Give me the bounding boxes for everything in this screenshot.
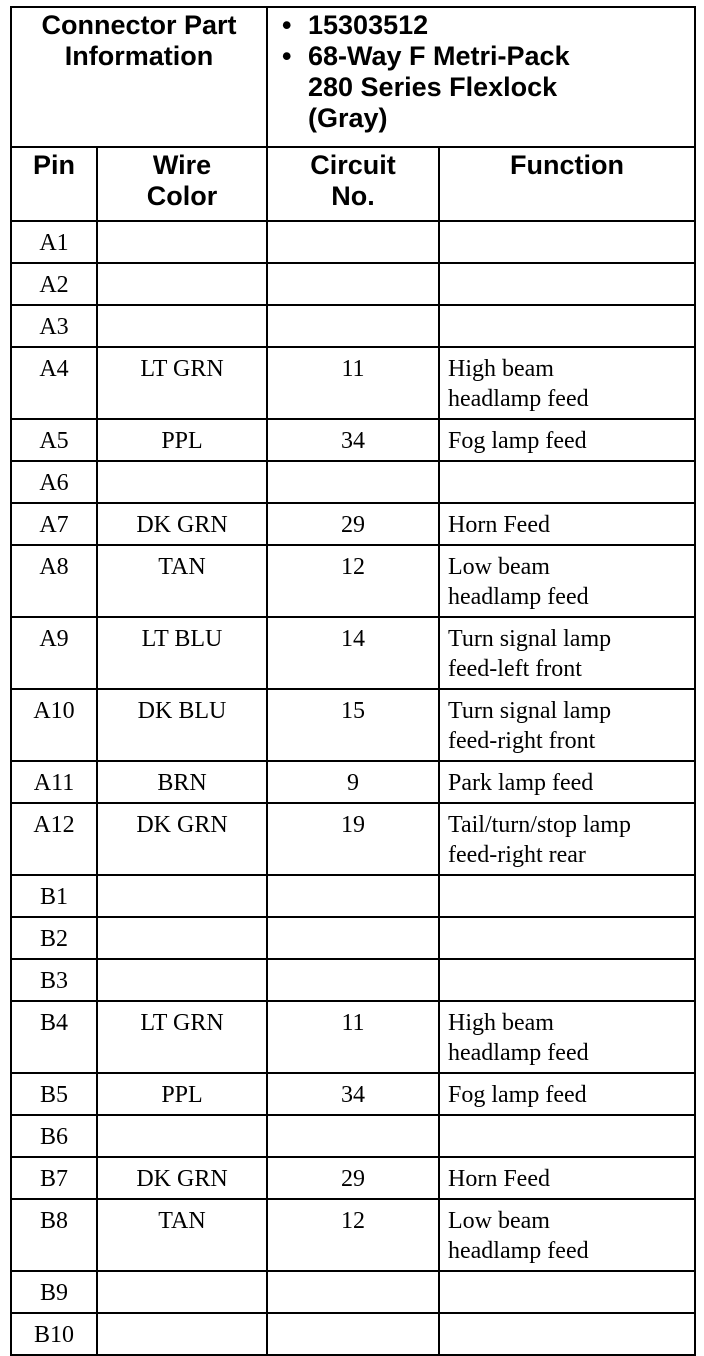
function-cell: Park lamp feed [439, 761, 695, 803]
wire-color-cell: LT GRN [97, 1001, 267, 1073]
function-cell: Low beam headlamp feed [439, 545, 695, 617]
pin-cell: B5 [11, 1073, 97, 1115]
pin-cell: B7 [11, 1157, 97, 1199]
table-row [11, 1199, 695, 1271]
function-cell: Tail/turn/stop lamp feed-right rear [439, 803, 695, 875]
pin-cell: A12 [11, 803, 97, 875]
wire-color-cell [97, 959, 267, 1001]
wire-color-cell: LT BLU [97, 617, 267, 689]
pin-cell: B2 [11, 917, 97, 959]
table-row [11, 761, 695, 803]
function-cell [439, 221, 695, 263]
function-cell: Horn Feed [439, 1157, 695, 1199]
circuit-number-cell: 29 [267, 1157, 439, 1199]
table-row [11, 461, 695, 503]
pin-cell: B8 [11, 1199, 97, 1271]
function-cell [439, 875, 695, 917]
circuit-number-cell [267, 221, 439, 263]
pin-cell: A7 [11, 503, 97, 545]
table-row [11, 1157, 695, 1199]
wire-color-cell [97, 221, 267, 263]
function-cell: Horn Feed [439, 503, 695, 545]
table-row [11, 959, 695, 1001]
column-header-function: Function [439, 147, 695, 221]
table-row [11, 803, 695, 875]
wire-color-cell: BRN [97, 761, 267, 803]
pin-cell: A11 [11, 761, 97, 803]
pin-cell: A1 [11, 221, 97, 263]
function-cell [439, 461, 695, 503]
wire-color-cell: TAN [97, 545, 267, 617]
table-row [11, 875, 695, 917]
part-number: • 15303512 [308, 10, 694, 41]
pin-cell: B9 [11, 1271, 97, 1313]
pin-cell: B1 [11, 875, 97, 917]
circuit-number-cell [267, 1313, 439, 1355]
function-cell [439, 1271, 695, 1313]
circuit-number-cell: 12 [267, 545, 439, 617]
connector-part-title: Connector Part Information [11, 7, 267, 147]
circuit-number-cell [267, 875, 439, 917]
wire-color-cell [97, 1313, 267, 1355]
wire-color-cell: DK GRN [97, 803, 267, 875]
connector-description: • 68-Way F Metri-Pack [308, 41, 694, 72]
pin-cell: A6 [11, 461, 97, 503]
circuit-number-cell [267, 917, 439, 959]
function-cell: Fog lamp feed [439, 419, 695, 461]
wire-color-cell [97, 875, 267, 917]
circuit-number-cell: 11 [267, 1001, 439, 1073]
wire-color-cell [97, 305, 267, 347]
pin-cell: B10 [11, 1313, 97, 1355]
connector-description-line3: (Gray) [308, 103, 388, 133]
header-row [11, 7, 695, 147]
pin-cell: A10 [11, 689, 97, 761]
table-row [11, 689, 695, 761]
column-header-circuit-no: Circuit No. [267, 147, 439, 221]
function-cell: Turn signal lamp feed-left front [439, 617, 695, 689]
connector-table-wrapper [10, 6, 694, 1356]
function-cell [439, 263, 695, 305]
wire-color-cell: TAN [97, 1199, 267, 1271]
column-header-row [11, 147, 695, 221]
wire-color-cell: DK BLU [97, 689, 267, 761]
connector-part-info [267, 7, 695, 147]
function-cell: High beam headlamp feed [439, 1001, 695, 1073]
circuit-number-cell: 19 [267, 803, 439, 875]
pin-cell: A3 [11, 305, 97, 347]
circuit-number-cell [267, 959, 439, 1001]
column-header-pin: Pin [11, 147, 97, 221]
wire-color-cell [97, 1115, 267, 1157]
table-row [11, 221, 695, 263]
wire-color-cell: PPL [97, 1073, 267, 1115]
circuit-number-cell: 29 [267, 503, 439, 545]
table-row [11, 347, 695, 419]
function-cell [439, 1115, 695, 1157]
pin-cell: B3 [11, 959, 97, 1001]
circuit-number-cell [267, 305, 439, 347]
circuit-number-cell: 11 [267, 347, 439, 419]
circuit-number-cell: 34 [267, 1073, 439, 1115]
wire-color-cell [97, 1271, 267, 1313]
function-cell [439, 959, 695, 1001]
table-row [11, 1271, 695, 1313]
table-row [11, 1073, 695, 1115]
table-row [11, 545, 695, 617]
table-row [11, 305, 695, 347]
table-row [11, 917, 695, 959]
wire-color-cell [97, 461, 267, 503]
circuit-number-cell: 34 [267, 419, 439, 461]
pin-cell: A2 [11, 263, 97, 305]
function-cell: Turn signal lamp feed-right front [439, 689, 695, 761]
table-row [11, 1001, 695, 1073]
wire-color-cell: DK GRN [97, 1157, 267, 1199]
pin-cell: B4 [11, 1001, 97, 1073]
pin-cell: A4 [11, 347, 97, 419]
table-row [11, 503, 695, 545]
table-row [11, 263, 695, 305]
pin-cell: A5 [11, 419, 97, 461]
function-cell: Fog lamp feed [439, 1073, 695, 1115]
column-header-wire-color: Wire Color [97, 147, 267, 221]
function-cell [439, 305, 695, 347]
circuit-number-cell [267, 461, 439, 503]
wire-color-cell: DK GRN [97, 503, 267, 545]
circuit-number-cell: 12 [267, 1199, 439, 1271]
wire-color-cell: PPL [97, 419, 267, 461]
table-row [11, 617, 695, 689]
pin-cell: A8 [11, 545, 97, 617]
circuit-number-cell: 9 [267, 761, 439, 803]
connector-description-line2: 280 Series Flexlock [308, 72, 558, 102]
function-cell [439, 917, 695, 959]
table-row [11, 1313, 695, 1355]
pin-cell: B6 [11, 1115, 97, 1157]
table-row [11, 1115, 695, 1157]
connector-table [10, 6, 696, 1356]
wire-color-cell [97, 917, 267, 959]
circuit-number-cell: 15 [267, 689, 439, 761]
circuit-number-cell [267, 1271, 439, 1313]
wire-color-cell [97, 263, 267, 305]
circuit-number-cell [267, 1115, 439, 1157]
table-row [11, 419, 695, 461]
circuit-number-cell [267, 263, 439, 305]
wire-color-cell: LT GRN [97, 347, 267, 419]
function-cell [439, 1313, 695, 1355]
circuit-number-cell: 14 [267, 617, 439, 689]
function-cell: Low beam headlamp feed [439, 1199, 695, 1271]
pin-cell: A9 [11, 617, 97, 689]
function-cell: High beam headlamp feed [439, 347, 695, 419]
